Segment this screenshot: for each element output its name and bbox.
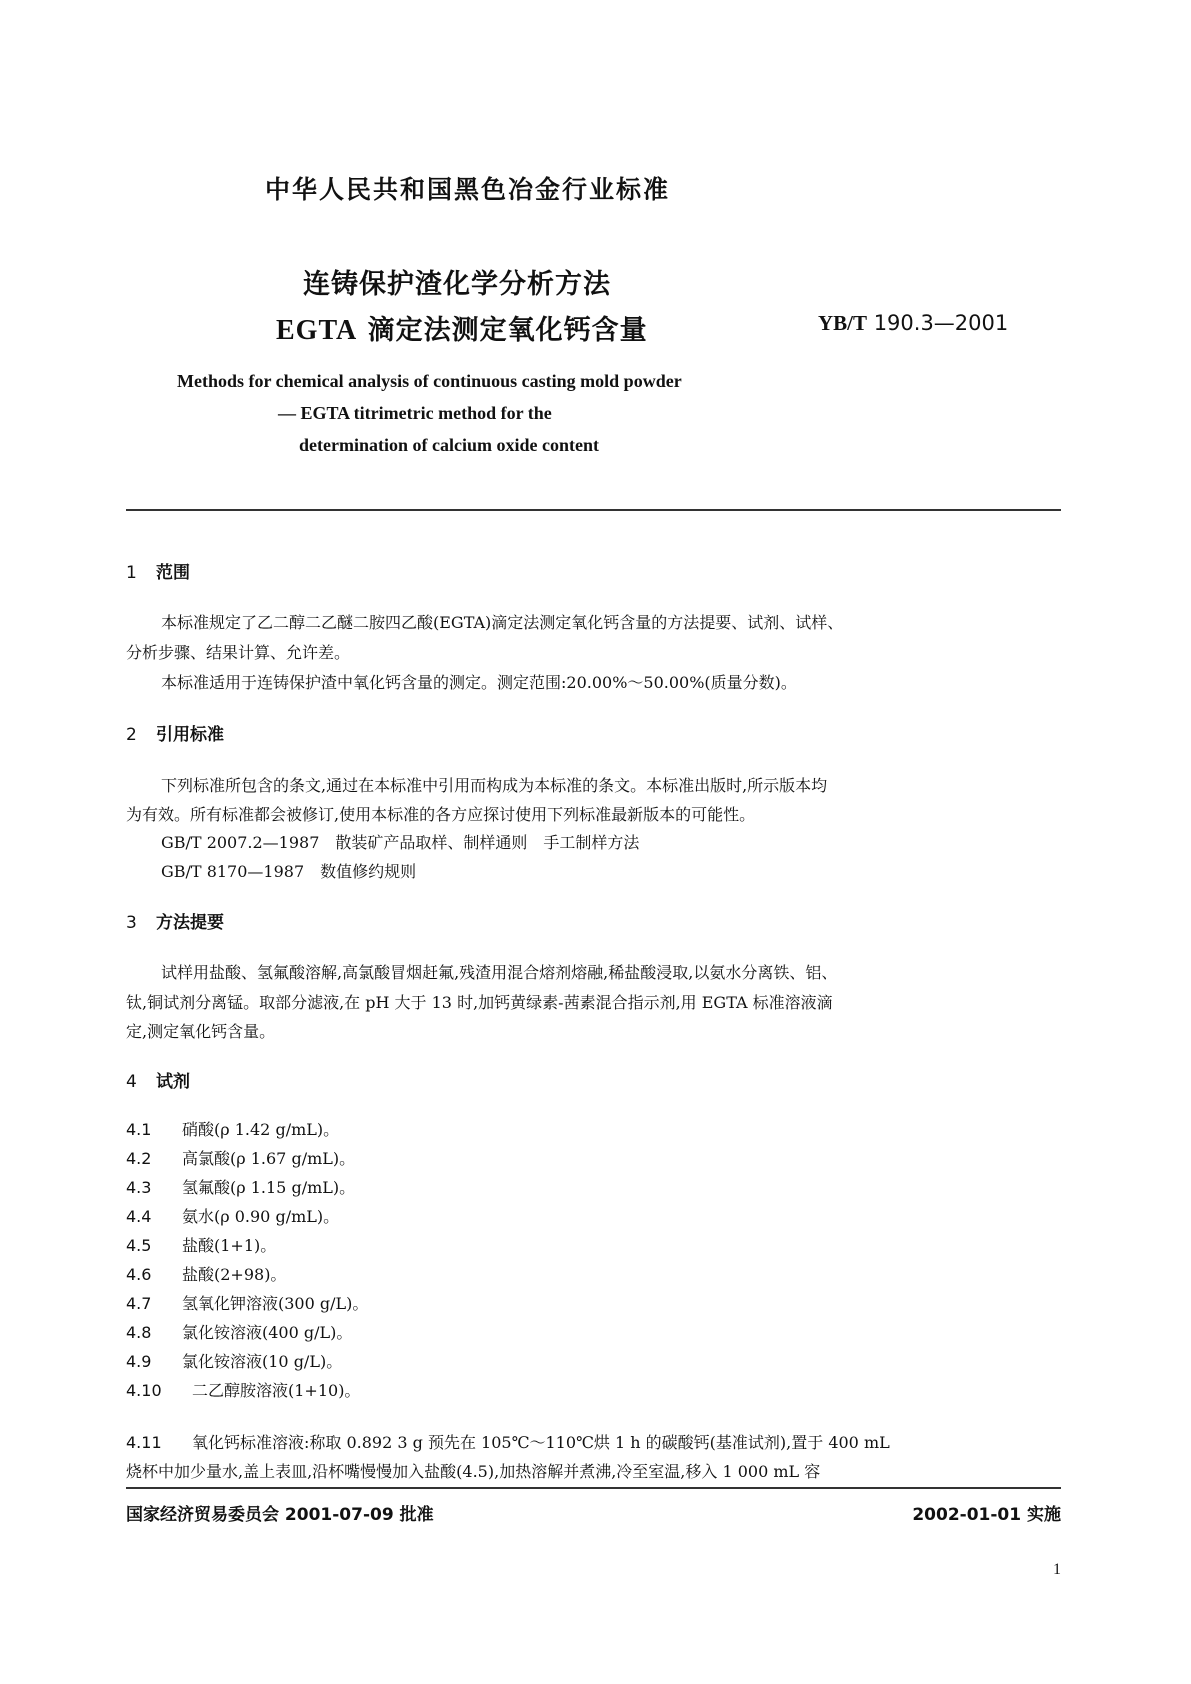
referenced-standard: GB/T 8170—1987 数值修约规则 xyxy=(161,862,417,881)
section-heading-2: 2 引用标准 xyxy=(126,725,224,745)
section-2-paragraph-line: 为有效。所有标准都会被修订,使用本标准的各方应探讨使用下列标准最新版本的可能性。 xyxy=(126,805,756,824)
reagent-item-continuation: 烧杯中加少量水,盖上表皿,沿杯嘴慢慢加入盐酸(4.5),加热溶解并煮沸,冷至室温,移入 1 000 mL 容 xyxy=(126,1462,821,1481)
section-2-paragraph-line: 下列标准所包含的条文,通过在本标准中引用而构成为本标准的条文。本标准出版时,所示版本均 xyxy=(161,776,828,795)
standard-code: 190.3—2001 xyxy=(867,311,1009,335)
section-1-paragraph-line: 分析步骤、结果计算、允许差。 xyxy=(126,643,351,662)
implementation-date: 2002-01-01 实施 xyxy=(912,1505,1061,1525)
reagent-item: 4.10 二乙醇胺溶液(1+10)。 xyxy=(126,1381,361,1400)
reagent-item: 4.8 氯化铵溶液(400 g/L)。 xyxy=(126,1323,353,1342)
reagent-item: 4.7 氢氧化钾溶液(300 g/L)。 xyxy=(126,1294,369,1313)
section-3-paragraph-line: 钛,铜试剂分离锰。取部分滤液,在 pH 大于 13 时,加钙黄绿素-茜素混合指示剂,用 EGTA 标准溶液滴 xyxy=(126,993,833,1012)
reagent-item: 4.2 高氯酸(ρ 1.67 g/mL)。 xyxy=(126,1149,356,1168)
english-title-line2: — EGTA titrimetric method for the xyxy=(278,403,552,423)
reagent-item: 4.5 盐酸(1+1)。 xyxy=(126,1236,277,1255)
reagent-item: 4.9 氯化铵溶液(10 g/L)。 xyxy=(126,1352,343,1371)
reagent-item: 4.11 氧化钙标准溶液:称取 0.892 3 g 预先在 105℃～110℃烘 1 h 的碳酸钙(基准试剂),置于 400 mL xyxy=(126,1433,890,1452)
reagent-item: 4.3 氢氟酸(ρ 1.15 g/mL)。 xyxy=(126,1178,356,1197)
document-title-line1: 连铸保护渣化学分析方法 xyxy=(303,269,611,300)
reagent-item: 4.4 氨水(ρ 0.90 g/mL)。 xyxy=(126,1207,340,1226)
section-3-paragraph-line: 试样用盐酸、氢氟酸溶解,高氯酸冒烟赶氟,残渣用混合熔剂熔融,稀盐酸浸取,以氨水分离铁、铝、 xyxy=(161,963,838,982)
section-1-paragraph-line: 本标准规定了乙二醇二乙醚二胺四乙酸(EGTA)滴定法测定氧化钙含量的方法提要、试剂、试样、 xyxy=(161,613,844,632)
standard-prefix: YB/T xyxy=(818,311,868,335)
reagent-item: 4.1 硝酸(ρ 1.42 g/mL)。 xyxy=(126,1120,340,1139)
english-title-line3: determination of calcium oxide content xyxy=(299,435,599,455)
referenced-standard: GB/T 2007.2—1987 散装矿产品取样、制样通则 手工制样方法 xyxy=(161,833,640,852)
approval-statement: 国家经济贸易委员会 2001-07-09 批准 xyxy=(126,1505,434,1525)
english-title-line1: Methods for chemical analysis of continuous casting mold powder xyxy=(177,371,682,391)
page-number: 1 xyxy=(1053,1561,1061,1578)
footer-divider xyxy=(126,1487,1061,1489)
header-divider xyxy=(126,509,1061,511)
document-title-line2 xyxy=(276,308,648,347)
standard-number xyxy=(818,311,1008,336)
section-heading-4: 4 试剂 xyxy=(126,1072,190,1092)
section-3-paragraph-line: 定,测定氧化钙含量。 xyxy=(126,1022,276,1041)
section-1-paragraph-line: 本标准适用于连铸保护渣中氧化钙含量的测定。测定范围:20.00%～50.00%(质量分数)。 xyxy=(161,673,797,692)
title-rest: 滴定法测定氧化钙含量 xyxy=(357,315,648,346)
issuing-organization: 中华人民共和国黑色冶金行业标准 xyxy=(265,175,671,204)
section-heading-3: 3 方法提要 xyxy=(126,913,224,933)
title-egta: EGTA xyxy=(276,315,358,346)
reagent-item: 4.6 盐酸(2+98)。 xyxy=(126,1265,287,1284)
section-heading-1: 1 范围 xyxy=(126,563,190,583)
